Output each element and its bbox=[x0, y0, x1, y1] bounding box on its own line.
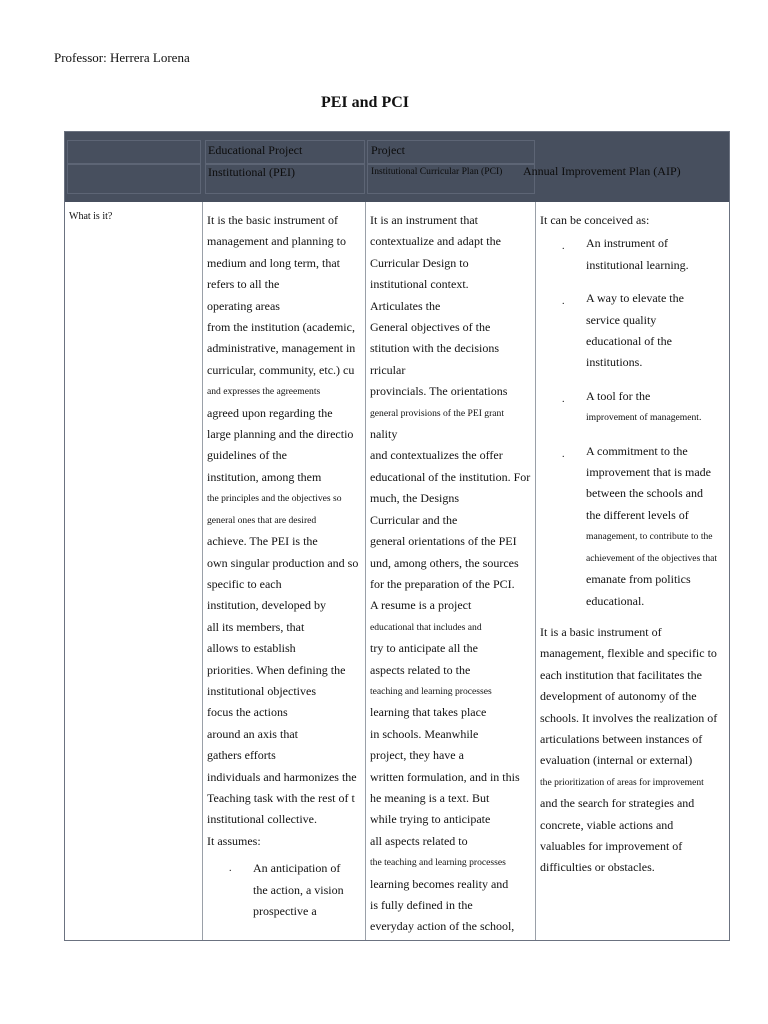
aip-text-line: the prioritization of areas for improvement bbox=[540, 776, 704, 788]
pei-bullet bbox=[229, 858, 358, 922]
aip-text-line: It is a basic instrument of bbox=[540, 624, 662, 639]
aip-text-line: development of autonomy of the bbox=[540, 689, 697, 704]
aip-bullet-line: educational. bbox=[586, 593, 645, 608]
aip-bullet-line: improvement of management. bbox=[586, 412, 702, 424]
table-header bbox=[65, 132, 729, 202]
page-title: PEI and PCI bbox=[320, 94, 410, 111]
professor-name: Professor: Herrera Lorena bbox=[54, 50, 190, 65]
column-divider bbox=[202, 202, 203, 940]
aip-bullet-line: institutional learning. bbox=[586, 257, 689, 272]
pei-text-line: gathers efforts bbox=[207, 748, 276, 763]
pci-text-line: rricular bbox=[370, 362, 406, 377]
bullet-marker: . bbox=[562, 393, 565, 405]
pci-text-line: teaching and learning processes bbox=[370, 685, 492, 697]
aip-text-line: concrete, viable actions and bbox=[540, 817, 674, 832]
pei-text-line: own singular production and so bbox=[207, 555, 359, 570]
aip-text-line: schools. It involves the realization of bbox=[540, 710, 718, 725]
column-divider bbox=[535, 202, 536, 940]
pei-bullet-line: the action, a vision bbox=[253, 882, 344, 897]
pei-text-line: and expresses the agreements bbox=[207, 386, 321, 398]
pei-text-line: achieve. The PEI is the bbox=[207, 534, 318, 549]
aip-bullet-line: service quality bbox=[586, 312, 657, 327]
pei-text-line: medium and long term, that bbox=[207, 255, 340, 270]
pei-text-line: Teaching task with the rest of t bbox=[207, 790, 355, 805]
row-label: What is it? bbox=[69, 211, 113, 222]
aip-bullet-line: institutions. bbox=[586, 355, 643, 370]
pci-text-line: Curricular and the bbox=[370, 512, 458, 527]
pei-column bbox=[207, 210, 358, 922]
aip-bullet-line: improvement that is made bbox=[586, 465, 711, 480]
aip-text-line: difficulties or obstacles. bbox=[540, 860, 655, 875]
pei-text-line: the principles and the objectives so bbox=[207, 493, 342, 505]
aip-bullet-line: the different levels of bbox=[586, 507, 689, 522]
pei-text-line: large planning and the directio bbox=[207, 427, 354, 442]
pei-text-line: management and planning to bbox=[207, 234, 346, 249]
pci-text-line: contextualize and adapt the bbox=[370, 234, 501, 249]
pci-text-line: stitution with the decisions bbox=[370, 341, 499, 356]
pci-column bbox=[370, 210, 530, 938]
pci-text-line: und, among others, the sources bbox=[370, 555, 519, 570]
pci-text-line: Curricular Design to bbox=[370, 255, 469, 270]
pci-text-line: all aspects related to bbox=[370, 833, 468, 848]
pei-text-line: individuals and harmonizes the bbox=[207, 769, 357, 784]
pei-text-line: refers to all the bbox=[207, 277, 280, 292]
comparison-table bbox=[64, 131, 730, 941]
aip-text-line: and the search for strategies and bbox=[540, 796, 695, 811]
bullet-marker: . bbox=[229, 863, 232, 875]
pci-text-line: educational that includes and bbox=[370, 621, 482, 633]
pci-text-line: Articulates the bbox=[370, 298, 441, 313]
pci-text-line: It is an instrument that bbox=[370, 213, 478, 227]
pei-text-line: all its members, that bbox=[207, 619, 305, 634]
aip-bullet bbox=[562, 386, 717, 429]
pei-text-line: focus the actions bbox=[207, 705, 288, 720]
aip-bullet-line: management, to contribute to the bbox=[586, 531, 713, 543]
pei-text-line: operating areas bbox=[207, 298, 280, 313]
pei-text-line: allows to establish bbox=[207, 641, 296, 656]
bullet-marker: . bbox=[562, 296, 565, 308]
header-empty-cell bbox=[67, 164, 201, 194]
pei-text-line: priorities. When defining the bbox=[207, 662, 346, 677]
header-pci-line2: Institutional Curricular Plan (PCI) bbox=[371, 166, 503, 177]
pci-text-line: learning that takes place bbox=[370, 705, 487, 720]
pei-bullet-line: An anticipation of bbox=[253, 861, 341, 876]
pci-text-line: general provisions of the PEI grant bbox=[370, 407, 505, 419]
aip-bullet-line: A commitment to the bbox=[586, 443, 688, 458]
pei-text-line: It assumes: bbox=[207, 833, 261, 848]
pci-text-line: try to anticipate all the bbox=[370, 641, 478, 656]
pei-text-line: guidelines of the bbox=[207, 448, 287, 463]
pci-text-line: and contextualizes the offer bbox=[370, 448, 503, 463]
pci-text-line: General objectives of the bbox=[370, 320, 491, 335]
aip-bullet bbox=[562, 233, 717, 276]
aip-column bbox=[540, 210, 717, 879]
header-aip-line2: Annual Improvement Plan (AIP) bbox=[523, 164, 681, 178]
pci-text-line: for the preparation of the PCI. bbox=[370, 576, 515, 591]
aip-bullet-line: between the schools and bbox=[586, 486, 703, 501]
pei-text-line: institution, developed by bbox=[207, 598, 326, 613]
aip-bullet bbox=[562, 441, 718, 612]
pei-text-line: It is the basic instrument of bbox=[207, 213, 338, 227]
pei-text-line: around an axis that bbox=[207, 726, 298, 741]
pei-text-line: from the institution (academic, bbox=[207, 320, 355, 335]
pci-text-line: he meaning is a text. But bbox=[370, 790, 490, 805]
column-divider bbox=[365, 202, 366, 940]
pci-text-line: project, they have a bbox=[370, 748, 464, 763]
header-pei-line2: Institutional (PEI) bbox=[208, 165, 295, 179]
pci-text-line: A resume is a project bbox=[370, 598, 472, 613]
aip-bullet-line: A tool for the bbox=[586, 388, 651, 403]
aip-bullet-line: achievement of the objectives that bbox=[586, 552, 718, 564]
pei-text-line: specific to each bbox=[207, 576, 282, 591]
pci-text-line: in schools. Meanwhile bbox=[370, 726, 479, 741]
bullet-marker: . bbox=[562, 241, 565, 253]
pci-text-line: learning becomes reality and bbox=[370, 876, 509, 891]
header-empty-cell bbox=[67, 140, 201, 164]
header-pei-line1: Educational Project bbox=[208, 143, 303, 157]
pci-text-line: is fully defined in the bbox=[370, 898, 473, 912]
aip-text-line: each institution that facilitates the bbox=[540, 667, 702, 682]
pei-text-line: institutional collective. bbox=[207, 812, 317, 827]
pci-text-line: written formulation, and in this bbox=[370, 769, 520, 784]
pci-text-line: much, the Designs bbox=[370, 491, 459, 506]
aip-bullet-line: A way to elevate the bbox=[586, 291, 684, 306]
aip-text-line: evaluation (internal or external) bbox=[540, 753, 693, 768]
header-pci-line1: Project bbox=[371, 143, 405, 157]
aip-bullet-line: emanate from politics bbox=[586, 572, 691, 587]
aip-bullet bbox=[562, 288, 717, 374]
pei-text-line: agreed upon regarding the bbox=[207, 405, 333, 420]
pci-text-line: everyday action of the school, bbox=[370, 919, 515, 934]
aip-text-line: management, flexible and specific to bbox=[540, 646, 717, 661]
pci-text-line: provincials. The orientations bbox=[370, 384, 508, 399]
pci-text-line: institutional context. bbox=[370, 277, 469, 292]
aip-text-line: valuables for improvement of bbox=[540, 838, 683, 853]
pci-text-line: while trying to anticipate bbox=[370, 812, 491, 827]
pci-text-line: educational of the institution. For bbox=[370, 469, 531, 484]
pci-text-line: nality bbox=[370, 427, 398, 442]
pei-text-line: institution, among them bbox=[207, 469, 322, 484]
bullet-marker: . bbox=[562, 448, 565, 460]
pei-bullet-line: prospective a bbox=[253, 904, 317, 918]
aip-bullet-line: An instrument of bbox=[586, 236, 668, 251]
pei-text-line: curricular, community, etc.) cu bbox=[207, 362, 355, 377]
pci-text-line: the teaching and learning processes bbox=[370, 857, 506, 869]
aip-text-line: articulations between instances of bbox=[540, 731, 703, 746]
pei-text-line: administrative, management in bbox=[207, 341, 356, 356]
aip-intro: It can be conceived as: bbox=[540, 213, 650, 227]
pei-text-line: institutional objectives bbox=[207, 683, 316, 698]
pci-text-line: aspects related to the bbox=[370, 662, 471, 677]
pei-text-line: general ones that are desired bbox=[207, 514, 317, 526]
aip-bullet-line: educational of the bbox=[586, 334, 672, 349]
pci-text-line: general orientations of the PEI bbox=[370, 534, 517, 549]
